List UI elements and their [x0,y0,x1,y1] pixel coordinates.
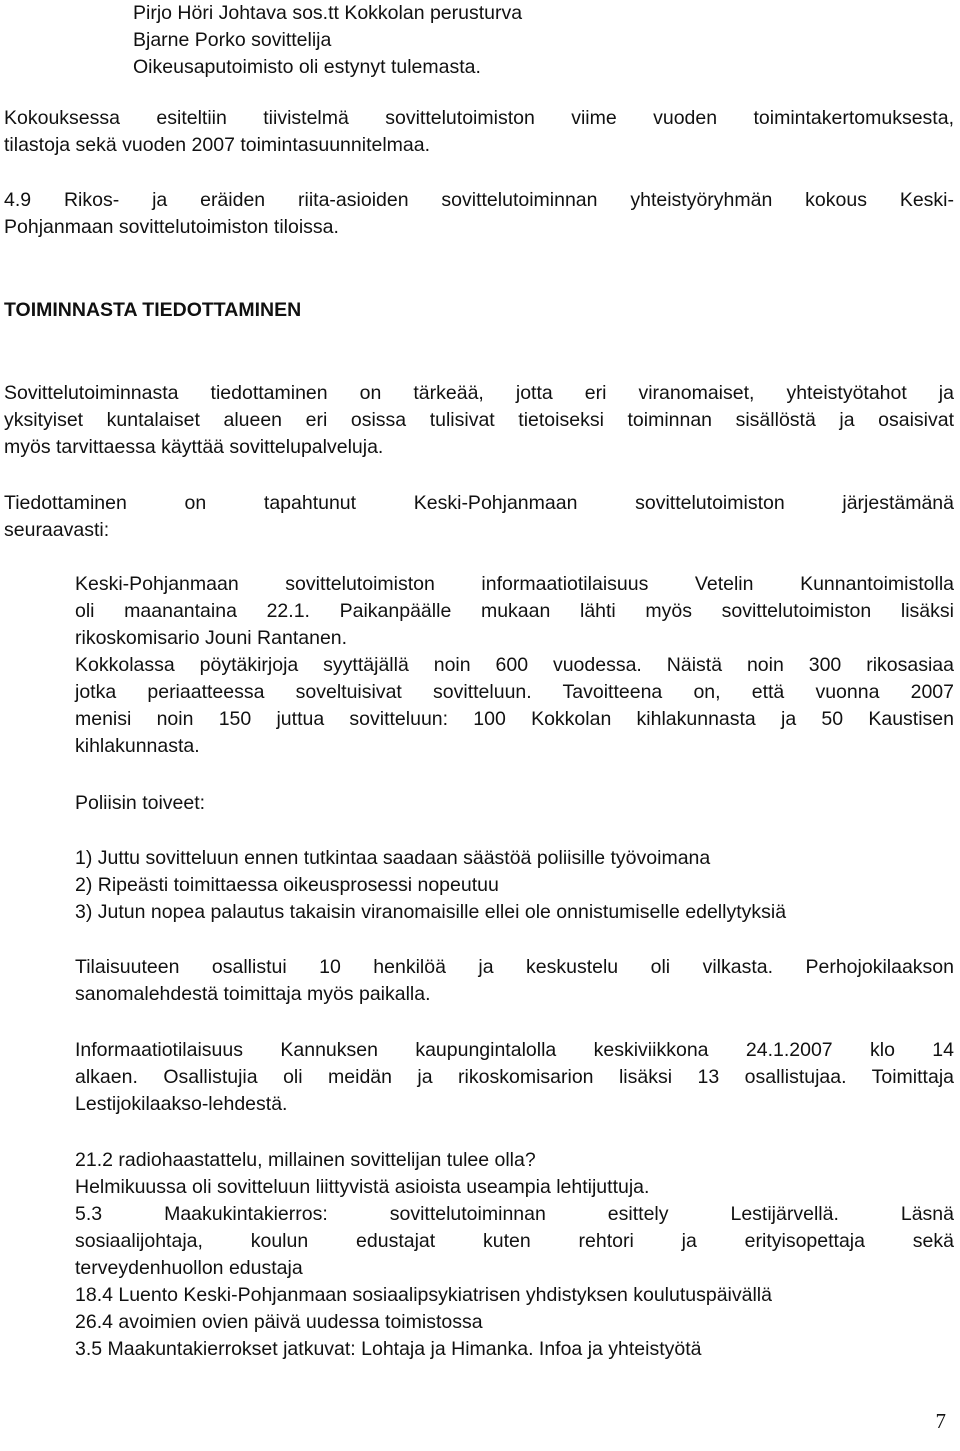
veteli-info-session [75,571,954,760]
attendee-line: Oikeusaputoimisto oli estynyt tulemasta. [133,56,481,78]
section-heading: TOIMINNASTA TIEDOTTAMINEN [4,299,302,321]
paragraph-line: sanomalehdestä toimittaja myös paikalla. [75,983,431,1005]
list-item: 2) Ripeästi toimittaessa oikeusprosessi nopeutuu [75,874,499,896]
paragraph-line: Tiedottaminen on tapahtunut Keski-Pohjanmaan sovittelutoimiston järjestämänä [4,492,954,514]
paragraph-line: menisi noin 150 juttua sovitteluun: 100 Kokkolan kihlakunnasta ja 50 Kaustisen [75,708,954,730]
paragraph-line: Sovittelutoiminnasta tiedottaminen on tärkeää, jotta eri viranomaiset, yhteistyötahot ja [4,382,954,404]
item-4-9 [4,187,954,241]
event-line: 26.4 avoimien ovien päivä uudessa toimistossa [75,1311,483,1333]
paragraph-line: jotka periaatteessa soveltuisivat sovitteluun. Tavoitteena on, että vuonna 2007 [75,681,954,703]
paragraph-line: Pohjanmaan sovittelutoimiston tiloissa. [4,216,339,238]
list-item: 3) Jutun nopea palautus takaisin viranomaisille ellei ole onnistumiselle edellytyksiä [75,901,787,923]
paragraph-line: Tilaisuuteen osallistui 10 henkilöä ja keskustelu oli vilkasta. Perhojokilaakson [75,956,954,978]
attendee-line: Pirjo Höri Johtava sos.tt Kokkolan perusturva [133,2,523,24]
event-line: 21.2 radiohaastattelu, millainen sovittelijan tulee olla? [75,1149,536,1171]
police-wishes-list [75,845,786,926]
event-line: Helmikuussa oli sovitteluun liittyvistä asioista useampia lehtijuttuja. [75,1176,650,1198]
attendee-list [133,0,522,81]
kannus-info-session [75,1037,954,1118]
attendee-line: Bjarne Porko sovittelija [133,29,332,51]
paragraph-line: Keski-Pohjanmaan sovittelutoimiston informaatiotilaisuus Vetelin Kunnantoimistolla [75,573,954,595]
police-wishes-title: Poliisin toiveet: [75,792,206,814]
paragraph-line: Kokouksessa esiteltiin tiivistelmä sovittelutoimiston viime vuoden toimintakertomuksesta, [4,107,954,129]
paragraph-line: myös tarvittaessa käyttää sovittelupalveluja. [4,436,384,458]
paragraph-line: 4.9 Rikos- ja eräiden riita-asioiden sovittelutoiminnan yhteistyöryhmän kokous Keski- [4,189,954,211]
paragraph-line: oli maanantaina 22.1. Paikanpäälle mukaan lähti myös sovittelutoimiston lisäksi [75,600,954,622]
paragraph-line: rikoskomisario Jouni Rantanen. [75,627,348,649]
events-list [75,1147,954,1363]
page-number: 7 [935,1409,946,1433]
event-line: sosiaalijohtaja, koulun edustajat kuten rehtori ja erityisopettaja sekä [75,1230,954,1252]
paragraph-line: kihlakunnasta. [75,735,200,757]
attendance-paragraph [75,954,954,1008]
arrangement-paragraph [4,490,954,544]
paragraph-line: yksityiset kuntalaiset alueen eri osissa tulisivat tietoiseksi toiminnan sisällöstä ja osaisivat [4,409,954,431]
list-item: 1) Juttu sovitteluun ennen tutkintaa saadaan säästöä poliisille työvoimana [75,847,711,869]
paragraph-line: Kokkolassa pöytäkirjoja syyttäjällä noin 600 vuodessa. Näistä noin 300 rikosasiaa [75,654,954,676]
paragraph-line: Informaatiotilaisuus Kannuksen kaupungintalolla keskiviikkona 24.1.2007 klo 14 [75,1039,954,1061]
meeting-summary-paragraph [4,105,954,159]
paragraph-line: Lestijokilaakso-lehdestä. [75,1093,288,1115]
event-line: 5.3 Maakukintakierros: sovittelutoiminnan esittely Lestijärvellä. Läsnä [75,1203,954,1225]
informing-paragraph [4,380,954,461]
paragraph-line: tilastoja sekä vuoden 2007 toimintasuunnitelmaa. [4,134,431,156]
paragraph-line: alkaen. Osallistujia oli meidän ja rikoskomisarion lisäksi 13 osallistujaa. Toimittaja [75,1066,954,1088]
event-line: 18.4 Luento Keski-Pohjanmaan sosiaalipsykiatrisen yhdistyksen koulutuspäivällä [75,1284,772,1306]
event-line: 3.5 Maakuntakierrokset jatkuvat: Lohtaja ja Himanka. Infoa ja yhteistyötä [75,1338,702,1360]
event-line: terveydenhuollon edustaja [75,1257,303,1279]
paragraph-line: seuraavasti: [4,519,110,541]
